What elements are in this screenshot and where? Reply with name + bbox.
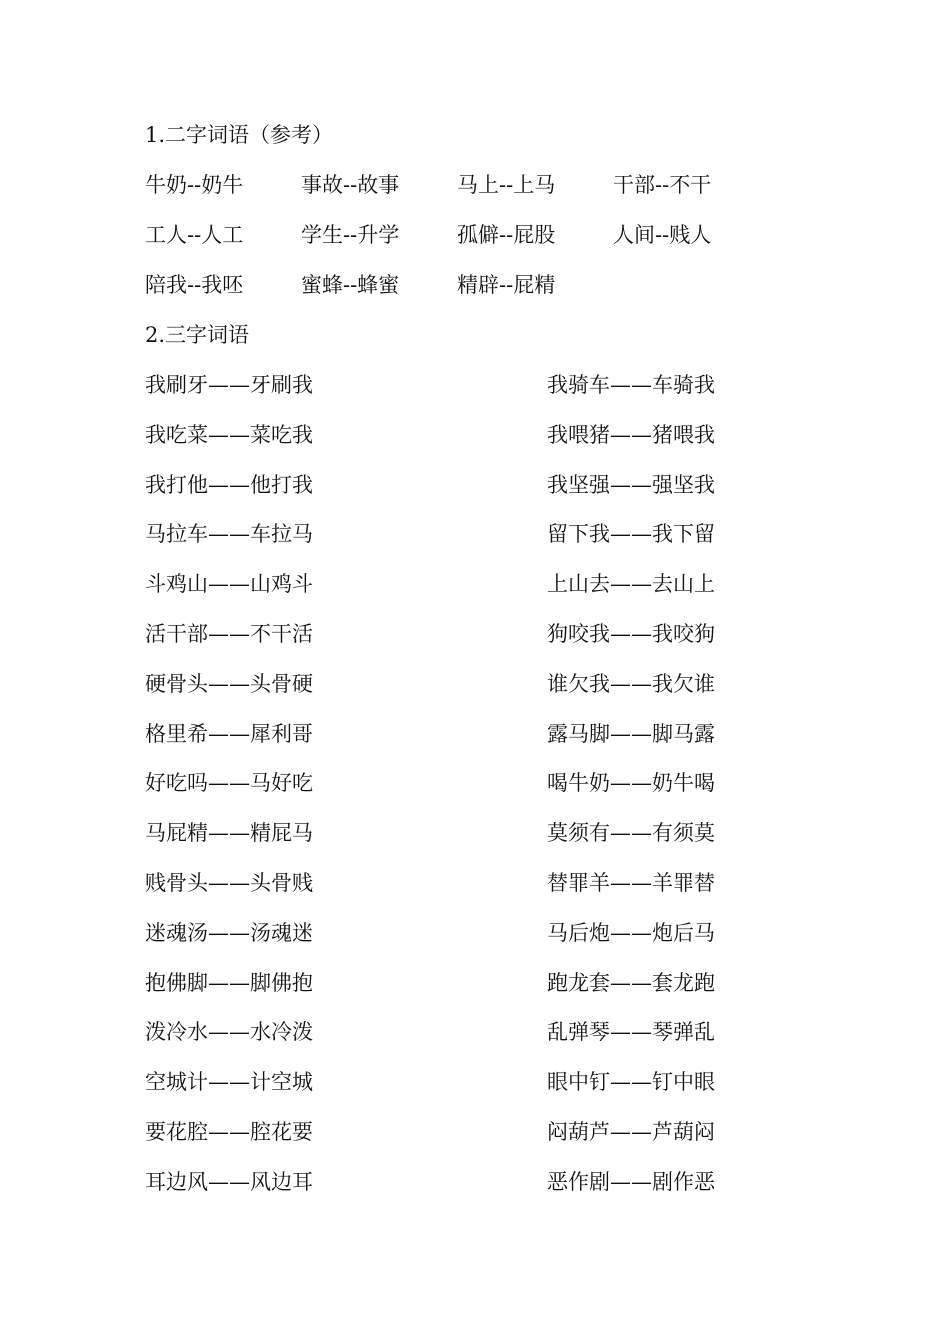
phrase-pair: 活干部——不干活 bbox=[145, 621, 313, 646]
phrase-pair: 狗咬我——我咬狗 bbox=[547, 621, 715, 646]
phrase-pair: 替罪羊——羊罪替 bbox=[547, 870, 715, 895]
phrase-pair: 马后炮——炮后马 bbox=[547, 920, 715, 945]
phrase-row bbox=[145, 670, 745, 720]
word-row bbox=[145, 171, 745, 221]
word-pair: 马上--上马 bbox=[457, 173, 556, 197]
phrase-row bbox=[145, 1118, 745, 1168]
phrase-row bbox=[145, 371, 745, 421]
phrase-pair: 恶作剧——剧作恶 bbox=[547, 1169, 715, 1194]
word-pair: 学生--升学 bbox=[301, 223, 400, 247]
phrase-row bbox=[145, 919, 745, 969]
phrase-pair: 马拉车——车拉马 bbox=[145, 522, 313, 547]
phrase-pair: 要花腔——腔花要 bbox=[145, 1119, 313, 1144]
phrase-pair: 谁欠我——我欠谁 bbox=[547, 671, 715, 696]
phrase-pair: 泼冷水——水冷泼 bbox=[145, 1020, 313, 1045]
phrase-pair: 我吃菜——菜吃我 bbox=[145, 422, 313, 447]
word-pair: 精辟--屁精 bbox=[457, 273, 556, 297]
phrase-pair: 我喂猪——猪喂我 bbox=[547, 422, 715, 447]
phrase-pair: 空城计——计空城 bbox=[145, 1070, 313, 1095]
word-pair: 陪我--我呸 bbox=[145, 273, 244, 297]
phrase-pair: 露马脚——脚马露 bbox=[547, 721, 715, 746]
phrase-row bbox=[145, 620, 745, 670]
phrase-pair: 闷葫芦——芦葫闷 bbox=[547, 1119, 715, 1144]
phrase-pair: 耳边风——风边耳 bbox=[145, 1169, 313, 1194]
phrase-pair: 迷魂汤——汤魂迷 bbox=[145, 920, 313, 945]
phrase-row bbox=[145, 969, 745, 1019]
phrase-pair: 马屁精——精屁马 bbox=[145, 821, 313, 846]
phrase-pair: 我刷牙——牙刷我 bbox=[145, 373, 313, 397]
phrase-pair: 贱骨头——头骨贱 bbox=[145, 870, 313, 895]
phrase-row bbox=[145, 520, 745, 570]
phrase-row bbox=[145, 1068, 745, 1118]
phrase-row bbox=[145, 869, 745, 919]
phrase-row bbox=[145, 1168, 745, 1218]
phrase-pair: 莫须有——有须莫 bbox=[547, 821, 715, 846]
section-heading-two-char-words: 1.二字词语（参考） bbox=[145, 123, 334, 147]
phrase-row bbox=[145, 720, 745, 770]
section-heading-three-char-words: 2.三字词语 bbox=[145, 323, 250, 347]
word-pair: 工人--人工 bbox=[145, 223, 244, 247]
word-row bbox=[145, 271, 745, 321]
phrase-row bbox=[145, 471, 745, 521]
phrase-row bbox=[145, 570, 745, 620]
word-pair: 干部--不干 bbox=[613, 173, 712, 197]
phrase-pair: 跑龙套——套龙跑 bbox=[547, 970, 715, 995]
word-pair: 人间--贱人 bbox=[613, 223, 712, 247]
phrase-pair: 乱弹琴——琴弹乱 bbox=[547, 1020, 715, 1045]
word-pair: 牛奶--奶牛 bbox=[145, 173, 244, 197]
phrase-pair: 眼中钉——钉中眼 bbox=[547, 1070, 715, 1095]
phrase-pair: 我打他——他打我 bbox=[145, 472, 313, 497]
phrase-pair: 斗鸡山——山鸡斗 bbox=[145, 572, 313, 597]
phrase-row bbox=[145, 421, 745, 471]
phrase-pair: 喝牛奶——奶牛喝 bbox=[547, 771, 715, 796]
phrase-pair: 抱佛脚——脚佛抱 bbox=[145, 970, 313, 995]
word-pair: 事故--故事 bbox=[301, 173, 400, 197]
phrase-pair: 硬骨头——头骨硬 bbox=[145, 671, 313, 696]
phrase-pair: 我骑车——车骑我 bbox=[547, 373, 715, 397]
phrase-pair: 上山去——去山上 bbox=[547, 572, 715, 597]
two-char-word-grid bbox=[145, 171, 745, 321]
word-row bbox=[145, 221, 745, 271]
phrase-pair: 格里希——犀利哥 bbox=[145, 721, 313, 746]
phrase-pair: 我坚强——强坚我 bbox=[547, 472, 715, 497]
word-pair: 蜜蜂--蜂蜜 bbox=[301, 273, 400, 297]
phrase-pair: 留下我——我下留 bbox=[547, 522, 715, 547]
phrase-pair: 好吃吗——马好吃 bbox=[145, 771, 313, 796]
phrase-row bbox=[145, 819, 745, 869]
word-pair: 孤僻--屁股 bbox=[457, 223, 556, 247]
three-char-word-grid bbox=[145, 371, 745, 1218]
phrase-row bbox=[145, 1018, 745, 1068]
phrase-row bbox=[145, 769, 745, 819]
